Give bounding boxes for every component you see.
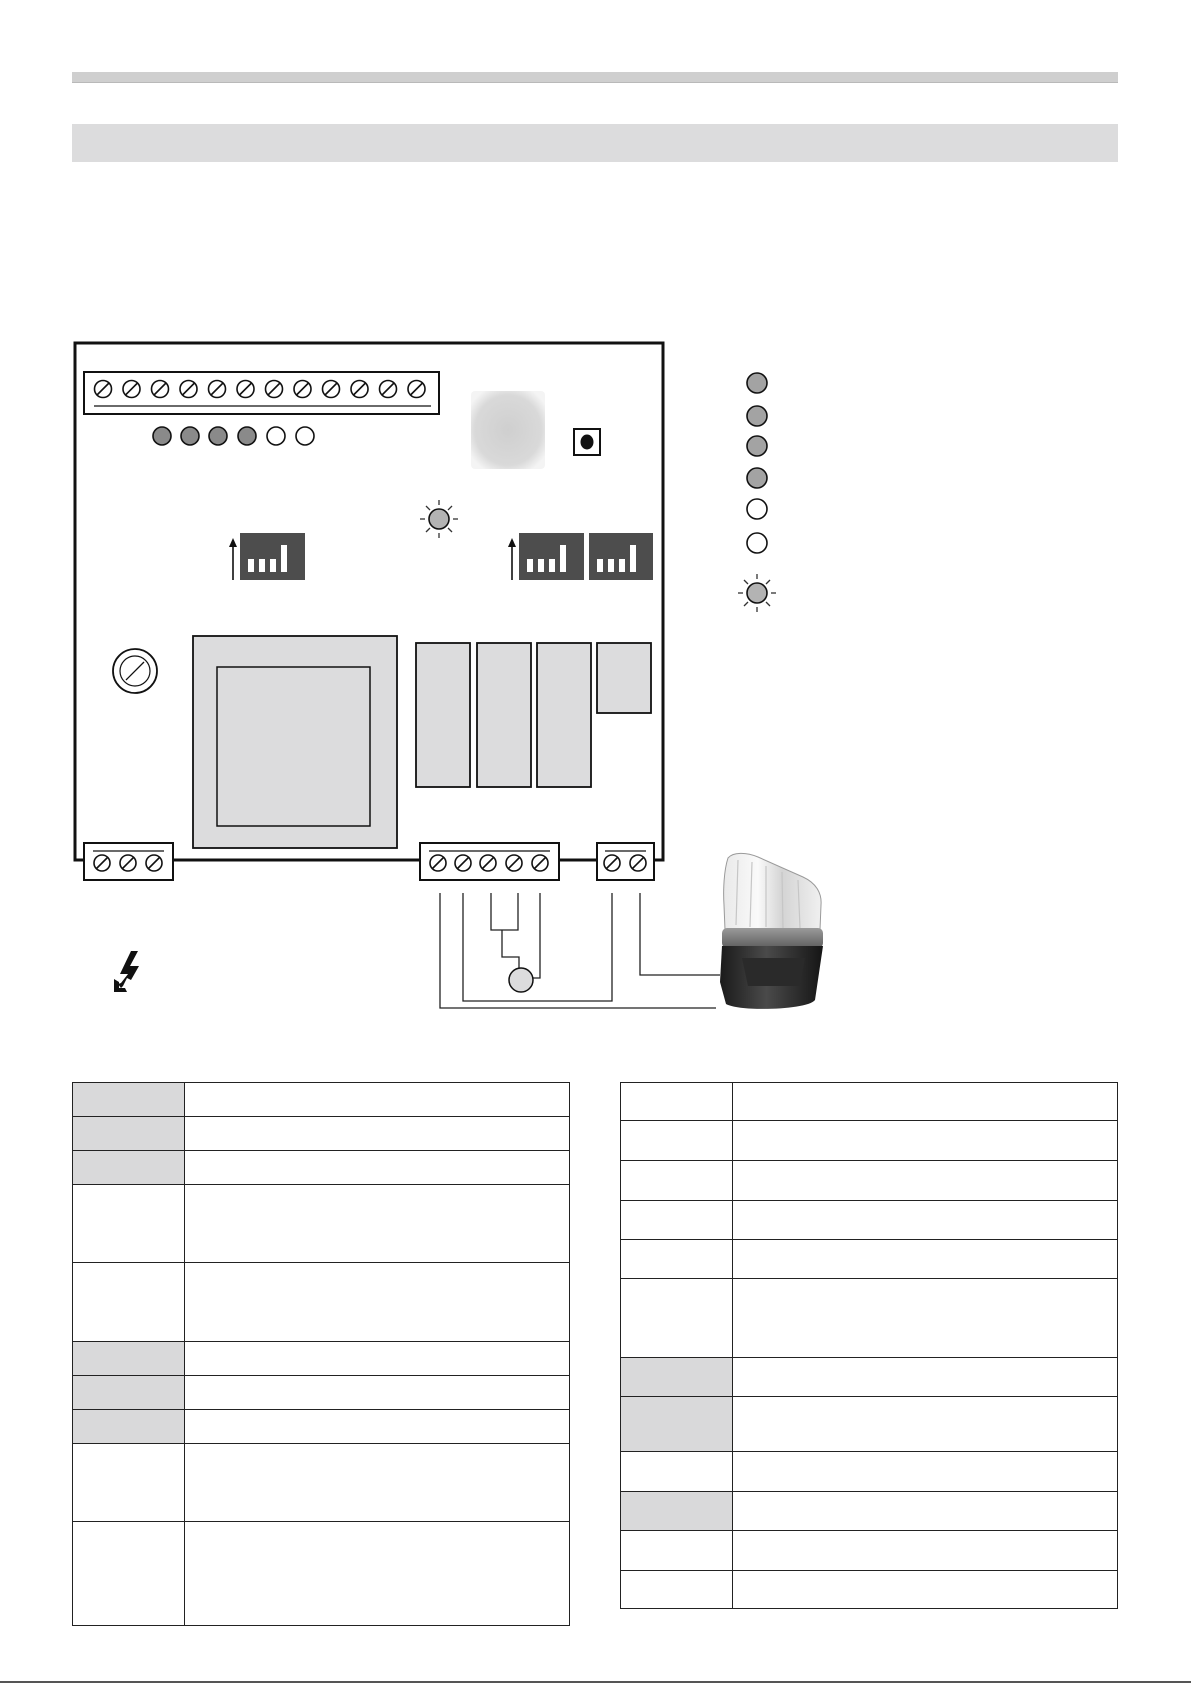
dip-switch-1-part [270,559,276,572]
capacitor [509,968,533,992]
table-value-cell [185,1522,570,1626]
dip-switch-2-part [560,545,566,572]
led-row-part [153,427,171,445]
terminal-block-motor [420,843,559,880]
dip-switch-3-part [608,559,614,572]
table-key-cell [73,1444,185,1522]
table-row [621,1279,1118,1358]
table-value-cell [185,1083,570,1117]
dip-switch-3 [589,533,653,580]
legend-led-6 [747,533,767,553]
dip-switch-1-part [248,559,254,572]
dip-switch-3-part [630,545,636,572]
legend-led-2 [747,406,767,426]
transformer [193,636,397,848]
flashing-lamp-part [722,928,823,948]
table-value-cell [733,1121,1118,1161]
table-value-cell [733,1452,1118,1492]
table-key-cell [621,1492,733,1531]
table-value-cell [185,1444,570,1522]
transformer-part [217,667,370,826]
dip-switch-2 [508,533,584,580]
terminal-block-lamp [597,843,654,880]
relay-2 [477,643,531,787]
table-value-cell [733,1492,1118,1531]
table-value-cell [185,1342,570,1376]
dip-switch-2-part [538,559,544,572]
legend-led-4 [747,468,767,488]
table-key-cell [73,1263,185,1342]
wiring-part [502,930,519,969]
trimmer-square [471,391,545,469]
blinking-led-part [429,509,449,529]
table-row [73,1151,570,1185]
dip-switch-2-part [527,559,533,572]
table-key-cell [73,1342,185,1376]
legend-led-blinking-part [766,602,770,606]
table-value-cell [733,1201,1118,1240]
table-key-cell [73,1376,185,1410]
dip-switch-1-part [281,545,287,572]
flashing-lamp [720,853,823,1009]
led-row-part [238,427,256,445]
table-row [73,1342,570,1376]
table-row [621,1240,1118,1279]
table-row [73,1376,570,1410]
relay-3 [537,643,591,787]
legend-led-blinking-part [747,583,767,603]
table-value-cell [185,1410,570,1444]
table-value-cell [733,1397,1118,1452]
push-button [574,429,600,455]
dip-switch-3-part [619,559,625,572]
led-row-part [267,427,285,445]
table-row [621,1571,1118,1609]
table-row [73,1522,570,1626]
earth-symbol-part [118,951,139,988]
table-key-cell [73,1151,185,1185]
legend-led-3 [747,436,767,456]
fuse [113,649,157,693]
table-row [73,1410,570,1444]
table-key-cell [621,1571,733,1609]
dip-switch-2-part [519,533,584,580]
earth-symbol [114,951,139,992]
bottom-rule [0,1681,1191,1683]
wiring [440,893,720,1008]
wiring-part [640,893,720,975]
wiring-part [532,893,540,978]
spec-table-right [620,1082,1118,1609]
legend-led-blinking-part [744,580,748,584]
table-key-cell [621,1240,733,1279]
table-value-cell [733,1083,1118,1121]
legend-led-blinking-part [766,580,770,584]
dip-switch-2-part [549,559,555,572]
legend-led-blinking [738,574,776,612]
table-key-cell [73,1117,185,1151]
table-key-cell [621,1358,733,1397]
wiring-part [440,893,716,1008]
push-button-part [581,435,594,450]
spec-table-left [72,1082,570,1626]
table-row [73,1185,570,1263]
table-row [621,1452,1118,1492]
table-key-cell [621,1279,733,1358]
table-key-cell [621,1161,733,1201]
table-key-cell [621,1452,733,1492]
table-value-cell [733,1531,1118,1571]
table-row [73,1083,570,1117]
table-key-cell [621,1083,733,1121]
table-key-cell [621,1397,733,1452]
relay-4 [597,643,651,713]
led-row-part [296,427,314,445]
table-value-cell [733,1240,1118,1279]
table-value-cell [185,1117,570,1151]
table-key-cell [621,1201,733,1240]
led-row-part [209,427,227,445]
table-key-cell [621,1531,733,1571]
relay-1 [416,643,470,787]
table-value-cell [733,1279,1118,1358]
table-value-cell [185,1263,570,1342]
table-key-cell [73,1410,185,1444]
table-row [621,1161,1118,1201]
flashing-lamp-part [742,958,805,986]
table-row [621,1083,1118,1121]
dip-switch-1-part [259,559,265,572]
table-value-cell [185,1185,570,1263]
table-row [621,1358,1118,1397]
dip-switch-1-part [240,533,305,580]
led-row-part [181,427,199,445]
dip-switch-3-part [597,559,603,572]
table-row [73,1263,570,1342]
table-key-cell [73,1083,185,1117]
legend-led-5 [747,499,767,519]
legend-led-blinking-part [744,602,748,606]
table-value-cell [733,1161,1118,1201]
terminal-block-power [84,843,173,880]
table-row [621,1397,1118,1452]
led-legend [747,373,767,553]
legend-led-1 [747,373,767,393]
table-row [621,1531,1118,1571]
table-row [73,1117,570,1151]
terminal-block-main [84,372,439,414]
table-value-cell [733,1358,1118,1397]
dip-switch-1 [229,533,305,580]
dip-switch-3-part [589,533,653,580]
table-row [73,1444,570,1522]
wiring-part [491,893,518,930]
terminal-block-power-part [94,855,162,871]
table-row [621,1492,1118,1531]
table-value-cell [733,1571,1118,1609]
table-value-cell [185,1376,570,1410]
table-key-cell [621,1121,733,1161]
wiring-part [463,893,612,1001]
table-value-cell [185,1151,570,1185]
table-row [621,1121,1118,1161]
table-key-cell [73,1522,185,1626]
table-key-cell [73,1185,185,1263]
table-row [621,1201,1118,1240]
